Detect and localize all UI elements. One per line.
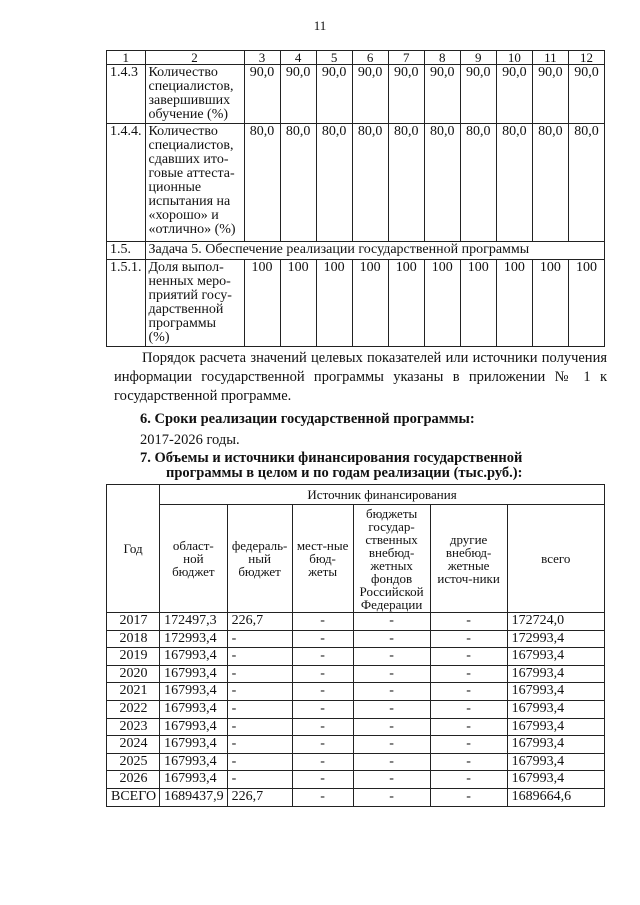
- other-cell: -: [430, 613, 507, 631]
- value-cell: 80,0: [244, 124, 280, 242]
- federal-cell: 226,7: [227, 613, 292, 631]
- funds-cell: -: [353, 630, 430, 648]
- value-cell: 100: [316, 260, 352, 347]
- value-cell: 100: [388, 260, 424, 347]
- local-cell: -: [292, 613, 353, 631]
- federal-cell: -: [227, 700, 292, 718]
- federal-cell: -: [227, 771, 292, 789]
- federal-cell: -: [227, 718, 292, 736]
- local-cell: -: [292, 771, 353, 789]
- header-cell: 10: [496, 51, 532, 65]
- other-cell: -: [430, 683, 507, 701]
- section-6-title: 6. Сроки реализации государственной программы:: [140, 411, 475, 427]
- regional-cell: 1689437,9: [160, 788, 228, 806]
- header-cell: 11: [532, 51, 568, 65]
- value-cell: 80,0: [532, 124, 568, 242]
- header-cell: 12: [568, 51, 604, 65]
- row-number: 1.5.1.: [107, 260, 146, 347]
- regional-cell: 172993,4: [160, 630, 228, 648]
- section-7-title-line2: программы в целом и по годам реализации (тыс.руб.):: [166, 465, 523, 481]
- value-cell: 90,0: [244, 65, 280, 124]
- regional-cell: 167993,4: [160, 753, 228, 771]
- year-cell: ВСЕГО: [107, 788, 160, 806]
- value-cell: 80,0: [316, 124, 352, 242]
- local-cell: -: [292, 753, 353, 771]
- header-cell: 4: [280, 51, 316, 65]
- value-cell: 90,0: [316, 65, 352, 124]
- total-cell: 167993,4: [507, 665, 604, 683]
- year-cell: 2017: [107, 613, 160, 631]
- value-cell: 100: [244, 260, 280, 347]
- table-row: [107, 65, 605, 124]
- regional-cell: 167993,4: [160, 665, 228, 683]
- value-cell: 90,0: [424, 65, 460, 124]
- total-cell: 172993,4: [507, 630, 604, 648]
- source-header: Источник финансирования: [160, 485, 605, 505]
- column-header: всего: [507, 505, 604, 613]
- year-cell: 2023: [107, 718, 160, 736]
- funds-cell: -: [353, 648, 430, 666]
- header-cell: 7: [388, 51, 424, 65]
- funds-cell: -: [353, 771, 430, 789]
- regional-cell: 167993,4: [160, 718, 228, 736]
- regional-cell: 172497,3: [160, 613, 228, 631]
- column-header: област-ной бюджет: [160, 505, 228, 613]
- funds-cell: -: [353, 665, 430, 683]
- total-cell: 172724,0: [507, 613, 604, 631]
- header-cell: 2: [145, 51, 244, 65]
- total-cell: 167993,4: [507, 718, 604, 736]
- table-row: [107, 718, 605, 736]
- value-cell: 90,0: [460, 65, 496, 124]
- total-cell: 1689664,6: [507, 788, 604, 806]
- row-number: 1.5.: [107, 242, 146, 260]
- value-cell: 90,0: [568, 65, 604, 124]
- funds-cell: -: [353, 753, 430, 771]
- federal-cell: -: [227, 683, 292, 701]
- year-cell: 2026: [107, 771, 160, 789]
- row-number: 1.4.4.: [107, 124, 146, 242]
- value-cell: 100: [496, 260, 532, 347]
- value-cell: 90,0: [280, 65, 316, 124]
- funds-cell: -: [353, 788, 430, 806]
- total-cell: 167993,4: [507, 736, 604, 754]
- funds-cell: -: [353, 736, 430, 754]
- indicator-name: Доля выпол-ненных меро-приятий госу-дарственной программы (%): [145, 260, 244, 347]
- other-cell: -: [430, 700, 507, 718]
- indicator-name: Количество специалистов, сдавших ито-говые аттеста-ционные испытания на «хорошо» и «отлично» (%): [145, 124, 244, 242]
- total-cell: 167993,4: [507, 683, 604, 701]
- value-cell: 100: [352, 260, 388, 347]
- table-row: [107, 124, 605, 242]
- year-cell: 2019: [107, 648, 160, 666]
- section-7-title-line1: 7. Объемы и источники финансирования государственной: [140, 450, 523, 466]
- year-cell: 2020: [107, 665, 160, 683]
- other-cell: -: [430, 788, 507, 806]
- table-row: [107, 630, 605, 648]
- value-cell: 100: [280, 260, 316, 347]
- value-cell: 100: [424, 260, 460, 347]
- value-cell: 90,0: [496, 65, 532, 124]
- table-row: [107, 665, 605, 683]
- federal-cell: -: [227, 753, 292, 771]
- indicators-table: [106, 50, 605, 347]
- task-title: Задача 5. Обеспечение реализации государственной программы: [145, 242, 605, 260]
- table-row: [107, 753, 605, 771]
- page-number: 11: [313, 18, 327, 33]
- table-row: [107, 648, 605, 666]
- regional-cell: 167993,4: [160, 771, 228, 789]
- regional-cell: 167993,4: [160, 648, 228, 666]
- local-cell: -: [292, 700, 353, 718]
- federal-cell: 226,7: [227, 788, 292, 806]
- other-cell: -: [430, 648, 507, 666]
- funds-cell: -: [353, 718, 430, 736]
- column-header: бюджеты государ-ственных внебюд-жетных фондов Российской Федерации: [353, 505, 430, 613]
- value-cell: 80,0: [496, 124, 532, 242]
- local-cell: -: [292, 683, 353, 701]
- header-cell: 5: [316, 51, 352, 65]
- value-cell: 80,0: [424, 124, 460, 242]
- year-header: Год: [107, 485, 160, 613]
- table-row: [107, 613, 605, 631]
- value-cell: 90,0: [388, 65, 424, 124]
- federal-cell: -: [227, 665, 292, 683]
- header-cell: 9: [460, 51, 496, 65]
- header-cell: 1: [107, 51, 146, 65]
- value-cell: 90,0: [532, 65, 568, 124]
- value-cell: 80,0: [352, 124, 388, 242]
- row-number: 1.4.3: [107, 65, 146, 124]
- local-cell: -: [292, 788, 353, 806]
- table-header-row: [107, 505, 605, 613]
- value-cell: 80,0: [568, 124, 604, 242]
- other-cell: -: [430, 736, 507, 754]
- local-cell: -: [292, 665, 353, 683]
- indicator-name: Количество специалистов, завершивших обучение (%): [145, 65, 244, 124]
- value-cell: 80,0: [388, 124, 424, 242]
- funds-cell: -: [353, 683, 430, 701]
- regional-cell: 167993,4: [160, 700, 228, 718]
- table-row: [107, 683, 605, 701]
- table-header-row: [107, 485, 605, 505]
- total-cell: 167993,4: [507, 648, 604, 666]
- federal-cell: -: [227, 736, 292, 754]
- header-cell: 8: [424, 51, 460, 65]
- value-cell: 100: [460, 260, 496, 347]
- funds-cell: -: [353, 613, 430, 631]
- info-paragraph: Порядок расчета значений целевых показателей или источники получения информации государственной программы указаны в приложении № 1 к государственной программе.: [114, 350, 607, 404]
- other-cell: -: [430, 771, 507, 789]
- table-row: [107, 788, 605, 806]
- other-cell: -: [430, 665, 507, 683]
- year-cell: 2024: [107, 736, 160, 754]
- regional-cell: 167993,4: [160, 736, 228, 754]
- value-cell: 100: [532, 260, 568, 347]
- total-cell: 167993,4: [507, 771, 604, 789]
- column-header: другие внебюд-жетные источ-ники: [430, 505, 507, 613]
- total-cell: 167993,4: [507, 700, 604, 718]
- value-cell: 80,0: [280, 124, 316, 242]
- year-cell: 2025: [107, 753, 160, 771]
- federal-cell: -: [227, 630, 292, 648]
- other-cell: -: [430, 718, 507, 736]
- year-cell: 2018: [107, 630, 160, 648]
- task-row: [107, 242, 605, 260]
- section-6-text: 2017-2026 годы.: [140, 432, 240, 448]
- header-cell: 3: [244, 51, 280, 65]
- table-row: [107, 260, 605, 347]
- value-cell: 90,0: [352, 65, 388, 124]
- other-cell: -: [430, 630, 507, 648]
- local-cell: -: [292, 736, 353, 754]
- other-cell: -: [430, 753, 507, 771]
- regional-cell: 167993,4: [160, 683, 228, 701]
- table-row: [107, 700, 605, 718]
- header-cell: 6: [352, 51, 388, 65]
- funds-cell: -: [353, 700, 430, 718]
- table-row: [107, 771, 605, 789]
- year-cell: 2021: [107, 683, 160, 701]
- total-cell: 167993,4: [507, 753, 604, 771]
- year-cell: 2022: [107, 700, 160, 718]
- local-cell: -: [292, 718, 353, 736]
- local-cell: -: [292, 630, 353, 648]
- local-cell: -: [292, 648, 353, 666]
- table-header-row: [107, 51, 605, 65]
- column-header: мест-ные бюд-жеты: [292, 505, 353, 613]
- federal-cell: -: [227, 648, 292, 666]
- column-header: федераль-ный бюджет: [227, 505, 292, 613]
- financing-table: [106, 484, 605, 807]
- value-cell: 80,0: [460, 124, 496, 242]
- value-cell: 100: [568, 260, 604, 347]
- table-row: [107, 736, 605, 754]
